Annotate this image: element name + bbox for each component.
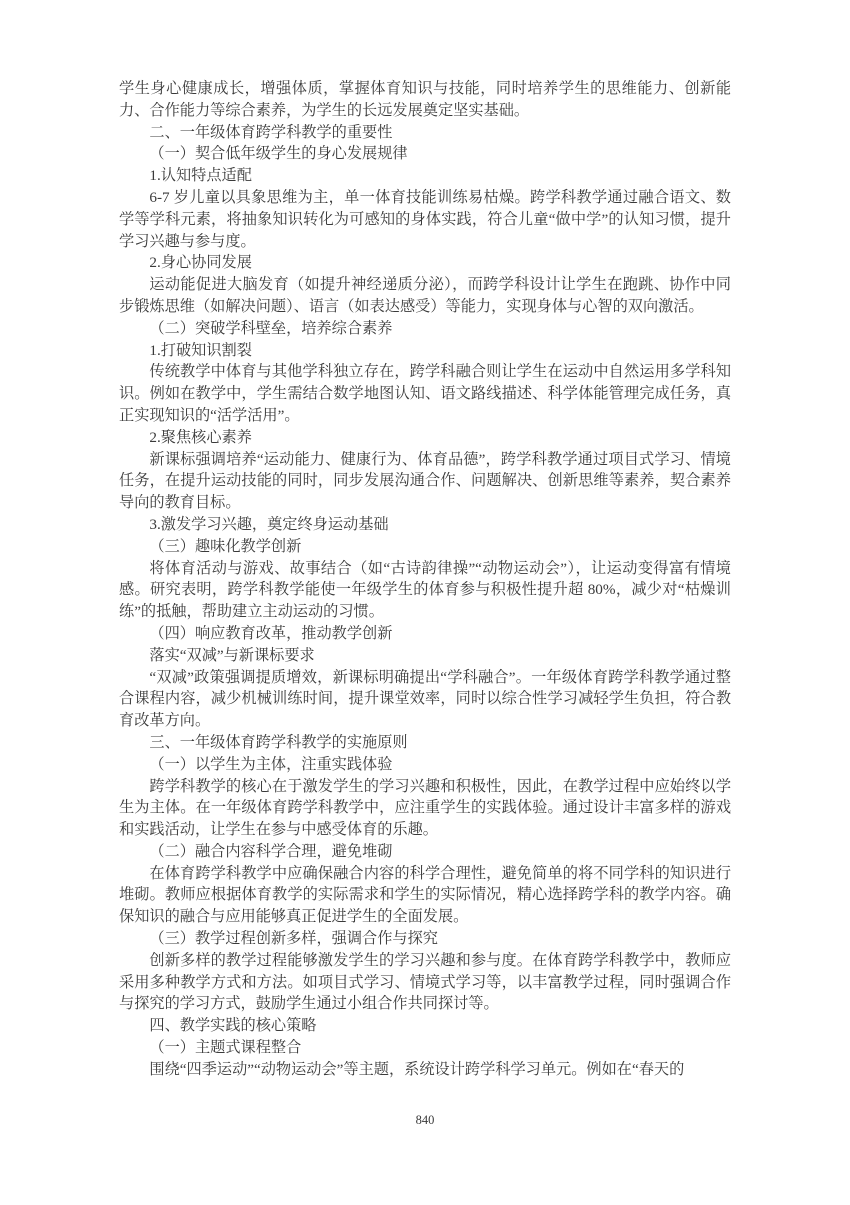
paragraph: 1.打破知识割裂 bbox=[149, 341, 252, 359]
paragraph: 新课标强调培养“运动能力、健康行为、体育品德”，跨学科教学通过项目式学习、情境任务，在提升运动技能的同时，同步发展沟通合作、问题解决、创新思维等素养，契合素养导向的教育目标。 bbox=[119, 450, 731, 512]
paragraph: 二、一年级体育跨学科教学的重要性 bbox=[149, 123, 393, 141]
paragraph: （一）契合低年级学生的身心发展规律 bbox=[149, 145, 408, 163]
paragraph: （二）融合内容科学合理，避免堆砌 bbox=[149, 842, 393, 860]
page-number: 840 bbox=[415, 1113, 435, 1127]
paragraph: （三）教学过程创新多样，强调合作与探究 bbox=[149, 930, 438, 948]
paragraph: 将体育活动与游戏、故事结合（如“古诗韵律操”“动物运动会”），让运动变得富有情境感。研究表明，跨学科教学能使一年级学生的体育参与积极性提升超 80%，减少对“枯燥训练”的抵触，帮助建立主动运动的习惯。 bbox=[119, 559, 731, 621]
paragraph: （四）响应教育改革，推动教学创新 bbox=[149, 624, 393, 642]
paragraph: 四、教学实践的核心策略 bbox=[149, 1017, 317, 1035]
paragraph: 2.身心协同发展 bbox=[149, 254, 252, 272]
paragraph: 1.认知特点适配 bbox=[149, 167, 252, 185]
paragraph: 围绕“四季运动”“动物运动会”等主题，系统设计跨学科学习单元。例如在“春天的 bbox=[149, 1060, 685, 1078]
paragraph: 传统教学中体育与其他学科独立存在，跨学科融合则让学生在运动中自然运用多学科知识。例如在教学中，学生需结合数学地图认知、语文路线描述、科学体能管理完成任务，真正实现知识的“活学活用”。 bbox=[119, 363, 731, 424]
paragraph: 3.激发学习兴趣，奠定终身运动基础 bbox=[149, 515, 389, 533]
paragraph: 三、一年级体育跨学科教学的实施原则 bbox=[149, 733, 408, 751]
paragraph: 运动能促进大脑发育（如提升神经递质分泌），而跨学科设计让学生在跑跳、协作中同步锻炼思维（如解决问题）、语言（如表达感受）等能力，实现身体与心智的双向激活。 bbox=[119, 276, 731, 315]
paragraph: （一）主题式课程整合 bbox=[149, 1039, 302, 1057]
document-body bbox=[119, 78, 731, 1081]
paragraph: （一）以学生为主体，注重实践体验 bbox=[149, 755, 393, 773]
paragraph: “双减”政策强调提质增效，新课标明确提出“学科融合”。一年级体育跨学科教学通过整合课程内容，减少机械训练时间，提升课堂效率，同时以综合性学习减轻学生负担，符合教育改革方向。 bbox=[119, 668, 731, 730]
paragraph: 在体育跨学科教学中应确保融合内容的科学合理性，避免简单的将不同学科的知识进行堆砌。教师应根据体育教学的实际需求和学生的实际情况，精心选择跨学科的教学内容。确保知识的融合与应用能够真正促进学生的全面发展。 bbox=[119, 864, 731, 926]
paragraph: 2.聚焦核心素养 bbox=[149, 428, 252, 446]
paragraph: 落实“双减”与新课标要求 bbox=[149, 646, 315, 664]
paragraph: （二）突破学科壁垒，培养综合素养 bbox=[149, 319, 393, 337]
paragraph: 创新多样的教学过程能够激发学生的学习兴趣和参与度。在体育跨学科教学中，教师应采用多种教学方式和方法。如项目式学习、情境式学习等，以丰富教学过程，同时强调合作与探究的学习方式，鼓励学生通过小组合作共同探讨等。 bbox=[119, 951, 731, 1013]
paragraph: 学生身心健康成长，增强体质，掌握体育知识与技能，同时培养学生的思维能力、创新能力、合作能力等综合素养，为学生的长远发展奠定坚实基础。 bbox=[119, 80, 731, 119]
paragraph: 跨学科教学的核心在于激发学生的学习兴趣和积极性，因此，在教学过程中应始终以学生为主体。在一年级体育跨学科教学中，应注重学生的实践体验。通过设计丰富多样的游戏和实践活动，让学生在参与中感受体育的乐趣。 bbox=[119, 777, 731, 839]
paragraph: （三）趣味化教学创新 bbox=[149, 537, 302, 555]
paragraph: 6-7 岁儿童以具象思维为主，单一体育技能训练易枯燥。跨学科教学通过融合语文、数学等学科元素，将抽象知识转化为可感知的身体实践，符合儿童“做中学”的认知习惯，提升学习兴趣与参与度。 bbox=[119, 188, 731, 250]
